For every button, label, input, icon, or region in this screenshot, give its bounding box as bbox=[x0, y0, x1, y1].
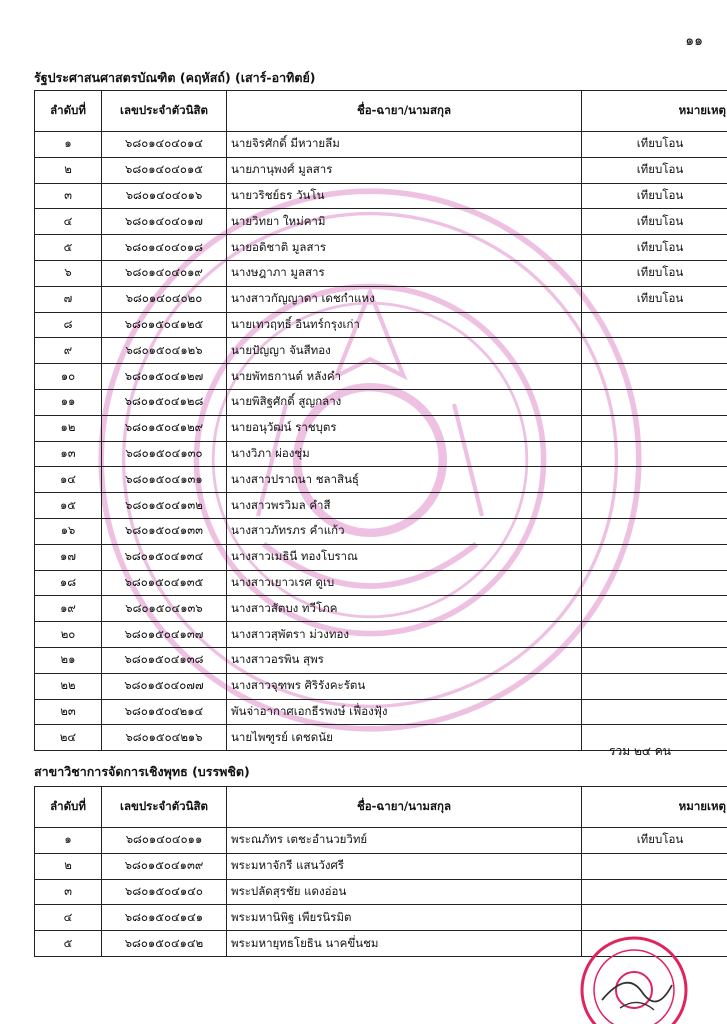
note-cell bbox=[582, 415, 727, 441]
table-row bbox=[35, 157, 727, 183]
student-id-cell: ๖๘๐๑๕๐๔๑๔๐ bbox=[102, 879, 227, 905]
name-cell: นายภานุพงศ์ มูลสาร bbox=[227, 157, 582, 183]
order-cell: ๑ bbox=[35, 132, 102, 158]
name-cell: นายวริชย์ธร วันโน bbox=[227, 183, 582, 209]
order-cell: ๒๒ bbox=[35, 673, 102, 699]
note-cell bbox=[582, 467, 727, 493]
student-id-cell: ๖๘๐๑๕๐๔๑๓๕ bbox=[102, 570, 227, 596]
note-cell bbox=[582, 905, 727, 931]
section2-table bbox=[34, 786, 727, 957]
order-cell: ๒ bbox=[35, 853, 102, 879]
note-cell bbox=[582, 518, 727, 544]
student-id-cell: ๖๘๐๑๕๐๔๑๓๓ bbox=[102, 518, 227, 544]
student-id-header: เลขประจำตัวนิสิต bbox=[102, 91, 227, 132]
order-header: ลำดับที่ bbox=[35, 91, 102, 132]
name-cell: นางสาวอรพิน สุพร bbox=[227, 647, 582, 673]
note-cell: เทียบโอน bbox=[582, 235, 727, 261]
order-cell: ๑๘ bbox=[35, 570, 102, 596]
note-cell: เทียบโอน bbox=[582, 828, 727, 854]
table-row bbox=[35, 209, 727, 235]
student-id-cell: ๖๘๐๑๕๐๔๑๔๒ bbox=[102, 931, 227, 957]
note-cell: เทียบโอน bbox=[582, 132, 727, 158]
name-cell: นางสาวจุฑพร ศิริรังคะรัตน bbox=[227, 673, 582, 699]
student-id-cell: ๖๘๐๑๔๐๔๐๑๙ bbox=[102, 260, 227, 286]
name-cell: นายปัญญา จันสีทอง bbox=[227, 338, 582, 364]
student-id-cell: ๖๘๐๑๕๐๔๑๓๘ bbox=[102, 647, 227, 673]
name-cell: นายวิทยา ใหม่คามิ bbox=[227, 209, 582, 235]
note-cell: เทียบโอน bbox=[582, 183, 727, 209]
note-cell bbox=[582, 338, 727, 364]
name-cell: นายพิสิฐศักดิ์ สูญกลาง bbox=[227, 389, 582, 415]
name-cell: นางสาวพรวิมล คำสี bbox=[227, 493, 582, 519]
table-row bbox=[35, 570, 727, 596]
order-header: ลำดับที่ bbox=[35, 787, 102, 828]
table-row bbox=[35, 441, 727, 467]
order-cell: ๗ bbox=[35, 286, 102, 312]
student-id-cell: ๖๘๐๑๕๐๔๑๒๖ bbox=[102, 338, 227, 364]
note-cell bbox=[582, 931, 727, 957]
table-row bbox=[35, 879, 727, 905]
section1-table bbox=[34, 90, 727, 751]
student-id-cell: ๖๘๐๑๕๐๔๑๓๖ bbox=[102, 596, 227, 622]
student-id-cell: ๖๘๐๑๕๐๔๒๑๔ bbox=[102, 699, 227, 725]
note-cell bbox=[582, 673, 727, 699]
student-id-cell: ๖๘๐๑๕๐๔๐๗๗ bbox=[102, 673, 227, 699]
note-header: หมายเหตุ bbox=[582, 91, 727, 132]
table-row bbox=[35, 389, 727, 415]
name-cell: นางสาวสุพัตรา ม่วงทอง bbox=[227, 622, 582, 648]
student-id-cell: ๖๘๐๑๕๐๔๑๒๙ bbox=[102, 415, 227, 441]
table-row bbox=[35, 132, 727, 158]
order-cell: ๒ bbox=[35, 157, 102, 183]
total-count: รวม ๒๔ คน bbox=[609, 744, 671, 758]
student-id-cell: ๖๘๐๑๕๐๔๑๒๕ bbox=[102, 312, 227, 338]
student-id-cell: ๖๘๐๑๕๐๔๑๓๙ bbox=[102, 853, 227, 879]
order-cell: ๔ bbox=[35, 905, 102, 931]
name-cell: นางสาวสัตบง ทวีโภค bbox=[227, 596, 582, 622]
order-cell: ๑๒ bbox=[35, 415, 102, 441]
table-header-row bbox=[35, 91, 727, 132]
table-row bbox=[35, 673, 727, 699]
order-cell: ๑๕ bbox=[35, 493, 102, 519]
name-cell: พระมหายุทธโยธิน นาคขึ่นชม bbox=[227, 931, 582, 957]
student-id-header: เลขประจำตัวนิสิต bbox=[102, 787, 227, 828]
table-row bbox=[35, 260, 727, 286]
name-header: ชื่อ-ฉายา/นามสกุล bbox=[227, 787, 582, 828]
student-id-cell: ๖๘๐๑๔๐๔๐๑๔ bbox=[102, 132, 227, 158]
name-cell: นางษฎาภา มูลสาร bbox=[227, 260, 582, 286]
name-cell: นายเทวฤทธิ์ อินทร์กรุงเก่า bbox=[227, 312, 582, 338]
student-id-cell: ๖๘๐๑๕๐๔๑๒๘ bbox=[102, 389, 227, 415]
note-cell bbox=[582, 389, 727, 415]
order-cell: ๖ bbox=[35, 260, 102, 286]
note-header: หมายเหตุ bbox=[582, 787, 727, 828]
student-id-cell: ๖๘๐๑๔๐๔๐๑๘ bbox=[102, 235, 227, 261]
note-cell: เทียบโอน bbox=[582, 286, 727, 312]
student-id-cell: ๖๘๐๑๕๐๔๑๓๗ bbox=[102, 622, 227, 648]
table-row bbox=[35, 931, 727, 957]
order-cell: ๙ bbox=[35, 338, 102, 364]
note-cell bbox=[582, 853, 727, 879]
name-cell: นางสาวภัทรภร คำแก้ว bbox=[227, 518, 582, 544]
note-cell bbox=[582, 596, 727, 622]
page-number: ๑๑ bbox=[685, 33, 703, 49]
table-row bbox=[35, 853, 727, 879]
order-cell: ๒๑ bbox=[35, 647, 102, 673]
student-id-cell: ๖๘๐๑๔๐๔๐๑๑ bbox=[102, 828, 227, 854]
table-row bbox=[35, 183, 727, 209]
name-cell: นางสาวปราถนา ชลาสินธุ์ bbox=[227, 467, 582, 493]
note-cell bbox=[582, 699, 727, 725]
order-cell: ๑๔ bbox=[35, 467, 102, 493]
name-cell: พันจ่าอากาศเอกธีรพงษ์ เฟื่องฟุ้ง bbox=[227, 699, 582, 725]
name-cell: นางสาวกัญญาดา เดชกำแหง bbox=[227, 286, 582, 312]
order-cell: ๑๗ bbox=[35, 544, 102, 570]
order-cell: ๕ bbox=[35, 235, 102, 261]
student-id-cell: ๖๘๐๑๕๐๔๒๑๖ bbox=[102, 725, 227, 751]
name-cell: นางวิภา ผ่องชุ่ม bbox=[227, 441, 582, 467]
name-cell: พระมหาจักรี แสนวังศรี bbox=[227, 853, 582, 879]
order-cell: ๓ bbox=[35, 183, 102, 209]
student-id-cell: ๖๘๐๑๔๐๔๐๒๐ bbox=[102, 286, 227, 312]
order-cell: ๓ bbox=[35, 879, 102, 905]
table-row bbox=[35, 338, 727, 364]
table-row bbox=[35, 415, 727, 441]
section2-title: สาขาวิชาการจัดการเชิงพุทธ (บรรพชิต) bbox=[34, 764, 250, 779]
student-id-cell: ๖๘๐๑๔๐๔๐๑๖ bbox=[102, 183, 227, 209]
order-cell: ๒๔ bbox=[35, 725, 102, 751]
order-cell: ๒๓ bbox=[35, 699, 102, 725]
name-cell: นางสาวเยาวเรศ ดูเบ bbox=[227, 570, 582, 596]
student-id-cell: ๖๘๐๑๔๐๔๐๑๕ bbox=[102, 157, 227, 183]
note-cell: เทียบโอน bbox=[582, 260, 727, 286]
student-id-cell: ๖๘๐๑๕๐๔๑๓๑ bbox=[102, 467, 227, 493]
order-cell: ๔ bbox=[35, 209, 102, 235]
name-cell: นายไพฑูรย์ เดชดนัย bbox=[227, 725, 582, 751]
note-cell bbox=[582, 622, 727, 648]
name-cell: นายอดิชาติ มูลสาร bbox=[227, 235, 582, 261]
table-row bbox=[35, 699, 727, 725]
note-cell bbox=[582, 441, 727, 467]
table-header-row bbox=[35, 787, 727, 828]
student-id-cell: ๖๘๐๑๕๐๔๑๒๗ bbox=[102, 364, 227, 390]
student-id-cell: ๖๘๐๑๔๐๔๐๑๗ bbox=[102, 209, 227, 235]
table-row bbox=[35, 905, 727, 931]
table-row bbox=[35, 518, 727, 544]
note-cell: เทียบโอน bbox=[582, 209, 727, 235]
note-cell bbox=[582, 312, 727, 338]
note-cell bbox=[582, 364, 727, 390]
note-cell bbox=[582, 879, 727, 905]
note-cell: เทียบโอน bbox=[582, 157, 727, 183]
section2-table-body bbox=[35, 828, 727, 957]
note-cell bbox=[582, 570, 727, 596]
table-row bbox=[35, 467, 727, 493]
student-id-cell: ๖๘๐๑๕๐๔๑๔๑ bbox=[102, 905, 227, 931]
order-cell: ๑ bbox=[35, 828, 102, 854]
name-header: ชื่อ-ฉายา/นามสกุล bbox=[227, 91, 582, 132]
note-cell bbox=[582, 544, 727, 570]
table-row bbox=[35, 828, 727, 854]
order-cell: ๕ bbox=[35, 931, 102, 957]
table-row bbox=[35, 622, 727, 648]
note-cell bbox=[582, 647, 727, 673]
order-cell: ๑๐ bbox=[35, 364, 102, 390]
table-row bbox=[35, 596, 727, 622]
order-cell: ๒๐ bbox=[35, 622, 102, 648]
name-cell: พระมหานิพิฐ เพียรนิรมิต bbox=[227, 905, 582, 931]
name-cell: นายจิรศักดิ์ มีหวายลึม bbox=[227, 132, 582, 158]
student-id-cell: ๖๘๐๑๕๐๔๑๓๔ bbox=[102, 544, 227, 570]
name-cell: พระปลัดสุรชัย แดงอ่อน bbox=[227, 879, 582, 905]
table-row bbox=[35, 493, 727, 519]
order-cell: ๑๖ bbox=[35, 518, 102, 544]
table-row bbox=[35, 364, 727, 390]
table-row bbox=[35, 647, 727, 673]
table-row bbox=[35, 235, 727, 261]
note-cell bbox=[582, 493, 727, 519]
name-cell: นางสาวเมธินี ทองโบราณ bbox=[227, 544, 582, 570]
student-id-cell: ๖๘๐๑๕๐๔๑๓๒ bbox=[102, 493, 227, 519]
name-cell: นายพัทธกานต์ หลังคำ bbox=[227, 364, 582, 390]
section1-table-body bbox=[35, 132, 727, 751]
order-cell: ๑๙ bbox=[35, 596, 102, 622]
order-cell: ๑๓ bbox=[35, 441, 102, 467]
name-cell: นายอนุวัฒน์ ราชบุตร bbox=[227, 415, 582, 441]
table-row bbox=[35, 286, 727, 312]
table-row bbox=[35, 312, 727, 338]
order-cell: ๑๑ bbox=[35, 389, 102, 415]
order-cell: ๘ bbox=[35, 312, 102, 338]
section1-title: รัฐประศาสนศาสตรบัณฑิต (คฤหัสถ์) (เสาร์-อาทิตย์) bbox=[34, 70, 316, 85]
name-cell: พระณภัทร เตชะอำนวยวิทย์ bbox=[227, 828, 582, 854]
table-row bbox=[35, 544, 727, 570]
student-id-cell: ๖๘๐๑๕๐๔๑๓๐ bbox=[102, 441, 227, 467]
